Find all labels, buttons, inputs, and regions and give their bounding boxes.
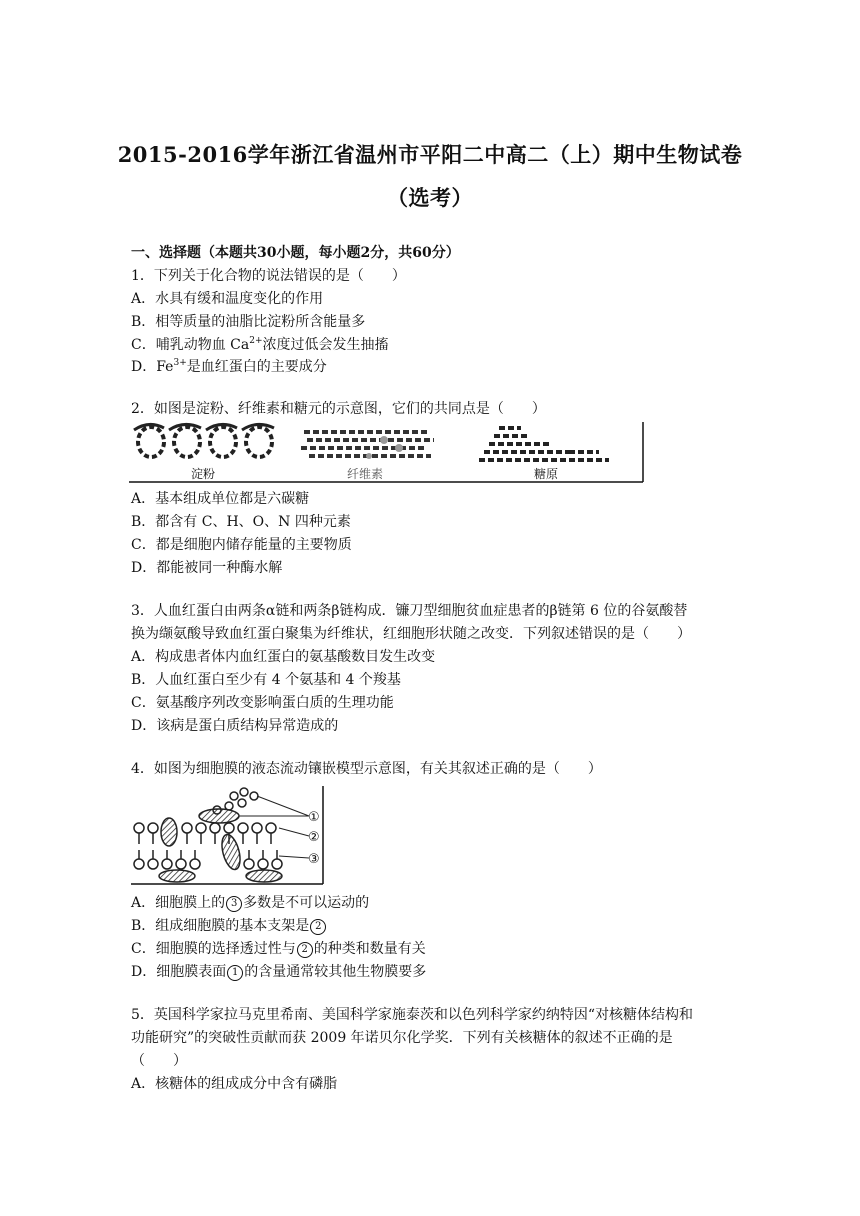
q4-a-post: 多数是不可以运动的 [243,895,370,911]
glycogen-drawing [479,428,609,460]
q4-a-circle: 3 [226,896,242,912]
exam-title: 2015-2016学年浙江省温州市平阳二中高二（上）期中生物试卷 [117,142,743,167]
q3-option-a: A．构成患者体内血红蛋白的氨基酸数目发生改变 [131,649,436,665]
q4-a-pre: A．细胞膜上的 [131,895,226,911]
q4-option-a [131,893,369,913]
fig-label-starch: 淀粉 [191,467,216,481]
fig-label-cellulose: 纤维素 [347,467,384,481]
exam-subtitle: （选考） [387,185,473,210]
q1-option-c [131,335,389,355]
q5-stem-line1: 5．英国科学家拉马克里希南、美国科学家施泰茨和以色列科学家约纳特因“对核糖体结构和 [131,1007,694,1023]
q4-d-post: 的含量通常较其他生物膜要多 [244,964,427,980]
q5-option-a: A．核糖体的组成成分中含有磷脂 [131,1076,338,1092]
q2-option-b: B．都含有 C、H、O、N 四种元素 [131,514,351,530]
section-heading: 一、选择题（本题共30小题，每小题2分，共60分） [131,245,460,261]
q4-option-c [131,939,426,959]
q2-option-a: A．基本组成单位都是六碳糖 [131,491,310,507]
q4-b-pre: B．组成细胞膜的基本支架是 [131,918,310,934]
cellulose-drawing [301,432,434,456]
q5-stem-line3: （ ） [131,1053,187,1069]
q1-option-b: B．相等质量的油脂比淀粉所含能量多 [131,314,366,330]
q1-option-d [131,357,327,377]
q1-c-post: 浓度过低会发生抽搐 [262,337,389,353]
q3-stem-line2: 换为缬氨酸导致血红蛋白聚集为纤维状，红细胞形状随之改变．下列叙述错误的是（ ） [131,626,691,642]
q1-stem: 1．下列关于化合物的说法错误的是（ ） [131,268,406,284]
q3-option-d: D．该病是蛋白质结构异常造成的 [131,718,339,734]
q3-stem-line1: 3．人血红蛋白由两条α链和两条β链构成．镰刀型细胞贫血症患者的β链第 6 位的谷氨酸替 [131,603,688,619]
q4-option-d [131,962,426,982]
q1-d-pre: D．Fe [131,359,174,375]
fig-label-1: ① [308,810,320,825]
q4-c-post: 的种类和数量有关 [313,941,426,957]
q4-stem: 4．如图为细胞膜的液态流动镶嵌模型示意图，有关其叙述正确的是（ ） [131,761,602,777]
q4-c-circle: 2 [297,942,313,958]
q3-option-b: B．人血红蛋白至少有 4 个氨基和 4 个羧基 [131,672,401,688]
q4-d-pre: D．细胞膜表面 [131,964,227,980]
q4-d-circle: 1 [227,965,243,981]
q1-d-sup: 3+ [173,358,187,368]
fig-label-2: ② [308,830,320,845]
q2-option-d: D．都能被同一种酶水解 [131,560,283,576]
q1-d-post: 是血红蛋白的主要成分 [186,359,327,375]
q5-stem-line2: 功能研究”的突破性贡献而获 2009 年诺贝尔化学奖．下列有关核糖体的叙述不正确的是 [131,1030,673,1046]
starch-drawing [138,427,272,457]
polysaccharide-figure [129,420,647,486]
fig-label-3: ③ [308,852,320,867]
fig-label-glycogen: 糖原 [534,467,559,481]
q3-option-c: C．氨基酸序列改变影响蛋白质的生理功能 [131,695,394,711]
q4-option-b [131,916,327,936]
q2-stem: 2．如图是淀粉、纤维素和糖元的示意图，它们的共同点是（ ） [131,401,546,417]
q1-c-sup: 2+ [249,336,263,346]
q2-option-c: C．都是细胞内储存能量的主要物质 [131,537,352,553]
q1-c-pre: C．哺乳动物血 Ca [131,337,250,353]
cell-membrane-figure [129,784,329,888]
q1-option-a: A．水具有缓和温度变化的作用 [131,291,324,307]
q4-b-circle: 2 [310,919,326,935]
q4-c-pre: C．细胞膜的选择透过性与 [131,941,296,957]
